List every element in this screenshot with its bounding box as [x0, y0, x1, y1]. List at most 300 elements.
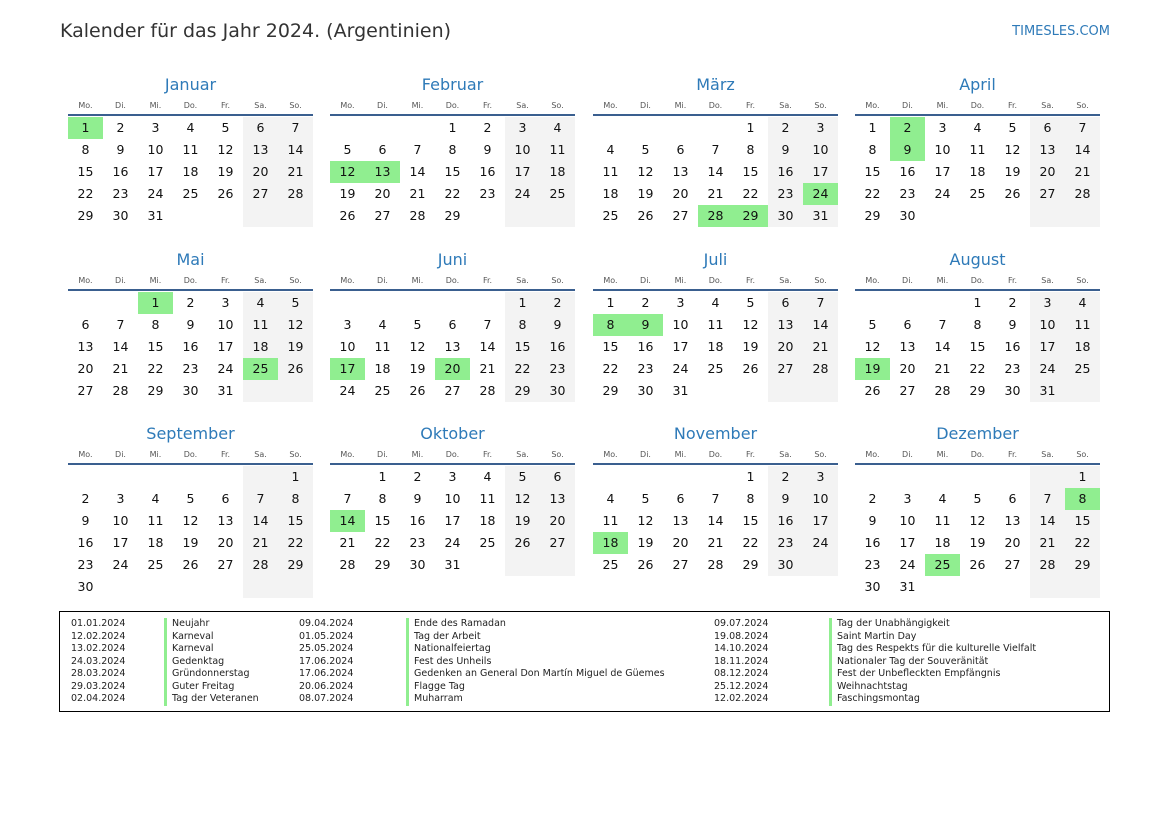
week-row	[68, 510, 313, 532]
day-cell: 21	[112, 361, 129, 376]
week-row	[855, 358, 1100, 380]
day-cell: 14	[112, 339, 129, 354]
empty-cell	[663, 117, 698, 139]
weekday-header	[855, 99, 1100, 113]
weekday-header	[68, 448, 313, 462]
day-cell: 4	[378, 317, 387, 332]
day-cell: 1	[448, 120, 457, 135]
week-row	[330, 336, 575, 358]
day-cell: 19	[742, 339, 759, 354]
weekday-label: Di.	[115, 276, 126, 285]
day-cell: 16	[899, 164, 916, 179]
day-cell: 27	[217, 557, 234, 572]
holiday-name: Gedenktag	[164, 656, 224, 669]
week-row	[593, 161, 838, 183]
day-cell: 22	[147, 361, 164, 376]
week-row	[68, 117, 313, 139]
week-row	[855, 576, 1100, 598]
day-cell: 19	[855, 358, 890, 380]
day-cell: 18	[374, 361, 391, 376]
holiday-date: 17.06.2024	[299, 655, 354, 667]
holiday-name: Neujahr	[164, 618, 209, 631]
day-cell: 17	[444, 513, 461, 528]
day-cell: 14	[707, 164, 724, 179]
day-cell: 25	[147, 557, 164, 572]
weekday-label: Mi.	[936, 450, 949, 459]
day-cell: 16	[768, 161, 803, 183]
weekday-label: Fr.	[482, 450, 493, 459]
weekday-label: So.	[1076, 276, 1089, 285]
weekday-label: Do.	[183, 276, 198, 285]
weekday-label: Mo.	[603, 276, 618, 285]
day-cell: 29	[444, 208, 461, 223]
day-cell: 8	[746, 142, 755, 157]
empty-cell	[803, 554, 838, 576]
day-cell: 2	[768, 117, 803, 139]
day-cell: 31	[1030, 380, 1065, 402]
day-cell: 23	[479, 186, 496, 201]
day-cell: 25	[243, 358, 278, 380]
day-cell: 17	[330, 358, 365, 380]
day-cell: 12	[182, 513, 199, 528]
day-cell: 20	[768, 336, 803, 358]
day-cell: 14	[1030, 510, 1065, 532]
month-divider	[855, 289, 1100, 291]
empty-cell	[103, 466, 138, 488]
day-cell: 30	[864, 579, 881, 594]
month-7	[855, 249, 1100, 402]
empty-cell	[365, 117, 400, 139]
weekday-header	[68, 274, 313, 288]
day-cell: 17	[803, 161, 838, 183]
day-cell: 24	[899, 557, 916, 572]
day-cell: 3	[221, 295, 230, 310]
week-row	[593, 488, 838, 510]
day-cell: 28	[1065, 183, 1100, 205]
day-cell: 11	[969, 142, 986, 157]
day-cell: 26	[217, 186, 234, 201]
day-cell: 18	[147, 535, 164, 550]
day-cell: 20	[243, 161, 278, 183]
day-cell: 10	[672, 317, 689, 332]
weekday-label: Mi.	[149, 276, 162, 285]
holiday-name: Weihnachtstag	[829, 681, 908, 694]
day-cell: 5	[413, 317, 422, 332]
weekday-label: Mi.	[936, 101, 949, 110]
day-cell: 20	[672, 186, 689, 201]
day-cell: 11	[243, 314, 278, 336]
day-cell: 11	[182, 142, 199, 157]
week-row	[593, 532, 838, 554]
weekday-label: Mi.	[674, 101, 687, 110]
day-cell: 1	[68, 117, 103, 139]
day-cell: 22	[1065, 532, 1100, 554]
weekday-label: Di.	[377, 450, 388, 459]
day-cell: 5	[221, 120, 230, 135]
day-cell: 29	[77, 208, 94, 223]
holiday-name: Faschingsmontag	[829, 693, 920, 706]
day-cell: 6	[676, 491, 685, 506]
empty-cell	[470, 554, 505, 576]
month-name: Juni	[437, 250, 468, 269]
holiday-name: Ende des Ramadan	[406, 618, 506, 631]
month-8	[68, 423, 313, 598]
empty-cell	[505, 205, 540, 227]
day-cell: 23	[899, 186, 916, 201]
day-cell: 19	[217, 164, 234, 179]
day-cell: 28	[243, 554, 278, 576]
weekday-label: Fr.	[482, 101, 493, 110]
day-cell: 26	[505, 532, 540, 554]
day-cell: 30	[768, 205, 803, 227]
weekday-header	[855, 274, 1100, 288]
day-cell: 8	[746, 491, 755, 506]
day-cell: 22	[444, 186, 461, 201]
weekday-label: Do.	[183, 101, 198, 110]
weekday-header	[593, 448, 838, 462]
day-cell: 9	[81, 513, 90, 528]
empty-cell	[330, 466, 365, 488]
weekday-label: Di.	[640, 101, 651, 110]
day-cell: 9	[868, 513, 877, 528]
day-cell: 31	[217, 383, 234, 398]
day-cell: 21	[1030, 532, 1065, 554]
day-cell: 12	[278, 314, 313, 336]
weekday-label: Do.	[970, 101, 985, 110]
empty-cell	[1030, 466, 1065, 488]
weekday-label: Di.	[377, 101, 388, 110]
empty-cell	[435, 292, 470, 314]
day-cell: 20	[672, 535, 689, 550]
weekday-header	[330, 448, 575, 462]
month-0	[68, 74, 313, 227]
day-cell: 31	[803, 205, 838, 227]
empty-cell	[855, 466, 890, 488]
day-cell: 30	[77, 579, 94, 594]
day-cell: 7	[711, 142, 720, 157]
empty-cell	[925, 576, 960, 598]
day-cell: 23	[409, 535, 426, 550]
month-9	[330, 423, 575, 576]
day-cell: 25	[602, 557, 619, 572]
day-cell: 13	[444, 339, 461, 354]
holiday-date: 08.12.2024	[714, 668, 769, 679]
day-cell: 6	[903, 317, 912, 332]
day-cell: 17	[899, 535, 916, 550]
day-cell: 7	[711, 491, 720, 506]
day-cell: 9	[413, 491, 422, 506]
day-cell: 20	[77, 361, 94, 376]
day-cell: 7	[1065, 117, 1100, 139]
empty-cell	[1065, 576, 1100, 598]
holiday-name: Nationaler Tag der Souveränität	[829, 656, 988, 669]
day-cell: 13	[899, 339, 916, 354]
weekday-header	[855, 448, 1100, 462]
day-cell: 6	[221, 491, 230, 506]
weekday-label: Sa.	[779, 276, 792, 285]
weekday-label: Fr.	[1007, 276, 1018, 285]
week-row	[593, 510, 838, 532]
month-name: März	[696, 75, 735, 94]
day-cell: 1	[505, 292, 540, 314]
month-divider	[68, 289, 313, 291]
month-divider	[68, 463, 313, 465]
month-divider	[593, 114, 838, 116]
day-cell: 10	[934, 142, 951, 157]
brand-link[interactable]: TIMESLES.COM	[1012, 24, 1110, 39]
weekday-label: Sa.	[254, 276, 267, 285]
week-row	[330, 358, 575, 380]
week-row	[68, 358, 313, 380]
day-cell: 22	[77, 186, 94, 201]
day-cell: 19	[637, 535, 654, 550]
holiday-name: Gründonnerstag	[164, 668, 249, 681]
day-cell: 14	[409, 164, 426, 179]
holiday-name: Saint Martin Day	[829, 631, 916, 644]
day-cell: 22	[505, 358, 540, 380]
weekday-label: So.	[1076, 101, 1089, 110]
weekday-label: Mo.	[78, 450, 93, 459]
day-cell: 30	[768, 554, 803, 576]
month-divider	[68, 114, 313, 116]
week-row	[855, 532, 1100, 554]
weekday-label: So.	[551, 450, 564, 459]
week-row	[68, 532, 313, 554]
day-cell: 23	[77, 557, 94, 572]
week-row	[330, 488, 575, 510]
day-cell: 27	[899, 383, 916, 398]
day-cell: 28	[1030, 554, 1065, 576]
week-row	[593, 183, 838, 205]
weekday-label: Mi.	[149, 450, 162, 459]
day-cell: 29	[733, 205, 768, 227]
day-cell: 13	[672, 513, 689, 528]
day-cell: 24	[505, 183, 540, 205]
empty-cell	[400, 117, 435, 139]
day-cell: 13	[1004, 513, 1021, 528]
month-1	[330, 74, 575, 227]
day-cell: 7	[243, 488, 278, 510]
weekday-label: So.	[551, 101, 564, 110]
weekday-label: Mo.	[865, 276, 880, 285]
weekday-label: Di.	[902, 276, 913, 285]
day-cell: 23	[768, 532, 803, 554]
day-cell: 28	[278, 183, 313, 205]
day-cell: 21	[278, 161, 313, 183]
weekday-label: Sa.	[1041, 101, 1054, 110]
day-cell: 17	[112, 535, 129, 550]
week-row	[68, 183, 313, 205]
day-cell: 13	[77, 339, 94, 354]
day-cell: 4	[1065, 292, 1100, 314]
month-10	[593, 423, 838, 576]
weekday-label: Mi.	[936, 276, 949, 285]
month-name: Oktober	[420, 424, 485, 443]
day-cell: 21	[1065, 161, 1100, 183]
day-cell: 14	[479, 339, 496, 354]
day-cell: 19	[1004, 164, 1021, 179]
week-row	[68, 292, 313, 314]
day-cell: 17	[147, 164, 164, 179]
day-cell: 23	[864, 557, 881, 572]
day-cell: 21	[409, 186, 426, 201]
holiday-name: Muharram	[406, 693, 463, 706]
day-cell: 19	[637, 186, 654, 201]
week-row	[330, 292, 575, 314]
day-cell: 25	[602, 208, 619, 223]
day-cell: 27	[672, 208, 689, 223]
day-cell: 24	[672, 361, 689, 376]
day-cell: 13	[540, 488, 575, 510]
day-cell: 15	[444, 164, 461, 179]
empty-cell	[593, 466, 628, 488]
weekday-label: Sa.	[1041, 276, 1054, 285]
empty-cell	[208, 576, 243, 598]
weekday-label: Fr.	[1007, 450, 1018, 459]
day-cell: 14	[934, 339, 951, 354]
day-cell: 12	[864, 339, 881, 354]
weekday-label: Fr.	[220, 101, 231, 110]
empty-cell	[890, 466, 925, 488]
day-cell: 23	[768, 183, 803, 205]
weekday-label: Do.	[445, 450, 460, 459]
day-cell: 9	[768, 488, 803, 510]
day-cell: 8	[278, 488, 313, 510]
month-name: Mai	[176, 250, 205, 269]
day-cell: 8	[973, 317, 982, 332]
empty-cell	[1065, 380, 1100, 402]
day-cell: 26	[864, 383, 881, 398]
empty-cell	[173, 576, 208, 598]
day-cell: 4	[540, 117, 575, 139]
day-cell: 12	[217, 142, 234, 157]
month-5	[330, 249, 575, 402]
day-cell: 21	[707, 186, 724, 201]
day-cell: 9	[890, 139, 925, 161]
day-cell: 7	[343, 491, 352, 506]
weekday-label: Fr.	[745, 101, 756, 110]
day-cell: 24	[1030, 358, 1065, 380]
day-cell: 29	[147, 383, 164, 398]
day-cell: 31	[147, 208, 164, 223]
day-cell: 23	[1004, 361, 1021, 376]
week-row	[68, 314, 313, 336]
weekday-label: Mo.	[340, 276, 355, 285]
day-cell: 13	[1030, 139, 1065, 161]
week-row	[330, 139, 575, 161]
day-cell: 25	[540, 183, 575, 205]
day-cell: 13	[672, 164, 689, 179]
day-cell: 7	[483, 317, 492, 332]
day-cell: 14	[243, 510, 278, 532]
week-row	[68, 488, 313, 510]
day-cell: 20	[374, 186, 391, 201]
weekday-label: Do.	[708, 450, 723, 459]
day-cell: 8	[1065, 488, 1100, 510]
day-cell: 15	[864, 164, 881, 179]
holiday-name: Karneval	[164, 631, 214, 644]
week-row	[855, 139, 1100, 161]
day-cell: 15	[742, 164, 759, 179]
week-row	[855, 380, 1100, 402]
weekday-label: So.	[814, 450, 827, 459]
day-cell: 6	[243, 117, 278, 139]
day-cell: 15	[77, 164, 94, 179]
holiday-date: 14.10.2024	[714, 643, 769, 654]
day-cell: 12	[637, 513, 654, 528]
day-cell: 11	[1065, 314, 1100, 336]
day-cell: 18	[243, 336, 278, 358]
weekday-label: Mi.	[674, 276, 687, 285]
day-cell: 13	[217, 513, 234, 528]
weekday-label: Sa.	[1041, 450, 1054, 459]
day-cell: 24	[339, 383, 356, 398]
day-cell: 7	[278, 117, 313, 139]
day-cell: 18	[540, 161, 575, 183]
day-cell: 3	[803, 466, 838, 488]
day-cell: 30	[899, 208, 916, 223]
day-cell: 20	[435, 358, 470, 380]
month-divider	[593, 289, 838, 291]
day-cell: 29	[742, 557, 759, 572]
day-cell: 10	[444, 491, 461, 506]
day-cell: 30	[637, 383, 654, 398]
weekday-label: So.	[289, 101, 302, 110]
empty-cell	[995, 576, 1030, 598]
holiday-date: 25.05.2024	[299, 643, 354, 654]
day-cell: 24	[803, 532, 838, 554]
week-row	[68, 380, 313, 402]
week-row	[593, 314, 838, 336]
day-cell: 15	[602, 339, 619, 354]
week-row	[330, 117, 575, 139]
day-cell: 30	[112, 208, 129, 223]
day-cell: 2	[483, 120, 492, 135]
empty-cell	[698, 117, 733, 139]
weekday-label: Do.	[183, 450, 198, 459]
day-cell: 6	[378, 142, 387, 157]
day-cell: 6	[676, 142, 685, 157]
month-name: September	[146, 424, 235, 443]
day-cell: 23	[112, 186, 129, 201]
day-cell: 5	[278, 292, 313, 314]
weekday-label: Mi.	[411, 101, 424, 110]
day-cell: 12	[330, 161, 365, 183]
day-cell: 21	[243, 532, 278, 554]
day-cell: 25	[969, 186, 986, 201]
day-cell: 6	[768, 292, 803, 314]
day-cell: 12	[969, 513, 986, 528]
weekday-label: Di.	[902, 450, 913, 459]
day-cell: 2	[540, 292, 575, 314]
day-cell: 2	[81, 491, 90, 506]
day-cell: 6	[540, 466, 575, 488]
day-cell: 15	[147, 339, 164, 354]
month-divider	[855, 114, 1100, 116]
weekday-label: So.	[814, 101, 827, 110]
week-row	[68, 161, 313, 183]
empty-cell	[208, 205, 243, 227]
empty-cell	[103, 576, 138, 598]
holiday-name: Guter Freitag	[164, 681, 234, 694]
empty-cell	[960, 466, 995, 488]
weekday-label: Di.	[902, 101, 913, 110]
weekday-label: Sa.	[516, 276, 529, 285]
day-cell: 6	[448, 317, 457, 332]
day-cell: 9	[1008, 317, 1017, 332]
day-cell: 18	[602, 186, 619, 201]
day-cell: 14	[707, 513, 724, 528]
